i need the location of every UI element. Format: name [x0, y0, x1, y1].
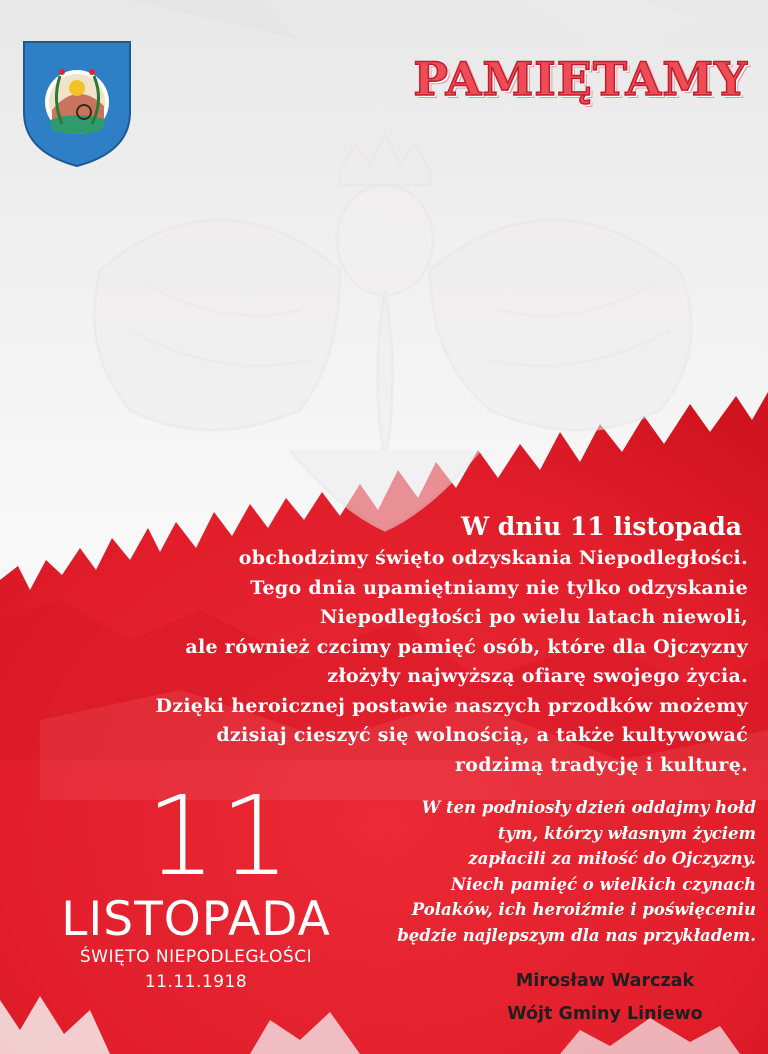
intro-line: rodzimą tradycję i kulturę.: [454, 753, 748, 776]
intro-line: ale również czcimy pamięć osób, które dla Ojczyzny: [185, 635, 748, 658]
signature-name: Mirosław Warczak: [515, 971, 695, 991]
logo-month: LISTOPADA: [61, 892, 331, 947]
logo-date: 11.11.1918: [144, 972, 248, 992]
hommage-line: będzie najlepszym dla nas przykładem.: [397, 925, 756, 945]
intro-line: Tego dnia upamiętniamy nie tylko odzyskanie: [250, 576, 748, 599]
signature-role: Wójt Gminy Liniewo: [507, 1004, 703, 1024]
hommage-line: Polaków, ich heroiźmie i poświęceniu: [411, 900, 756, 919]
intro-line: Dzięki heroicznej postawie naszych przodków możemy: [155, 694, 748, 717]
hommage-line: tym, którzy własnym życiem: [497, 823, 756, 843]
page-title: PAMIĘTAMY: [413, 52, 748, 106]
signature: [470, 965, 740, 1031]
intro-line: obchodzimy święto odzyskania Niepodległości.: [238, 547, 748, 569]
intro-line: dzisiaj cieszyć się wolnością, a także kultywować: [216, 724, 748, 746]
hommage-line: W ten podniosły dzień oddajmy hołd: [421, 798, 756, 817]
intro-line: Niepodległości po wielu latach niewoli,: [320, 606, 748, 628]
intro-text: [28, 510, 748, 780]
intro-line: złożyły najwyższą ofiarę swojego życia.: [327, 665, 748, 687]
logo-holiday: ŚWIĘTO NIEPODLEGŁOŚCI: [79, 947, 313, 967]
hommage-line: Niech pamięć o wielkich czynach: [450, 874, 756, 894]
logo-day: 11: [146, 772, 294, 900]
hommage-line: zapłacili za miłość do Ojczyzny.: [468, 849, 756, 868]
intro-heading: W dniu 11 listopada: [461, 512, 742, 541]
hommage-text: [326, 795, 756, 948]
white-eagle-emblem: [40, 130, 760, 560]
